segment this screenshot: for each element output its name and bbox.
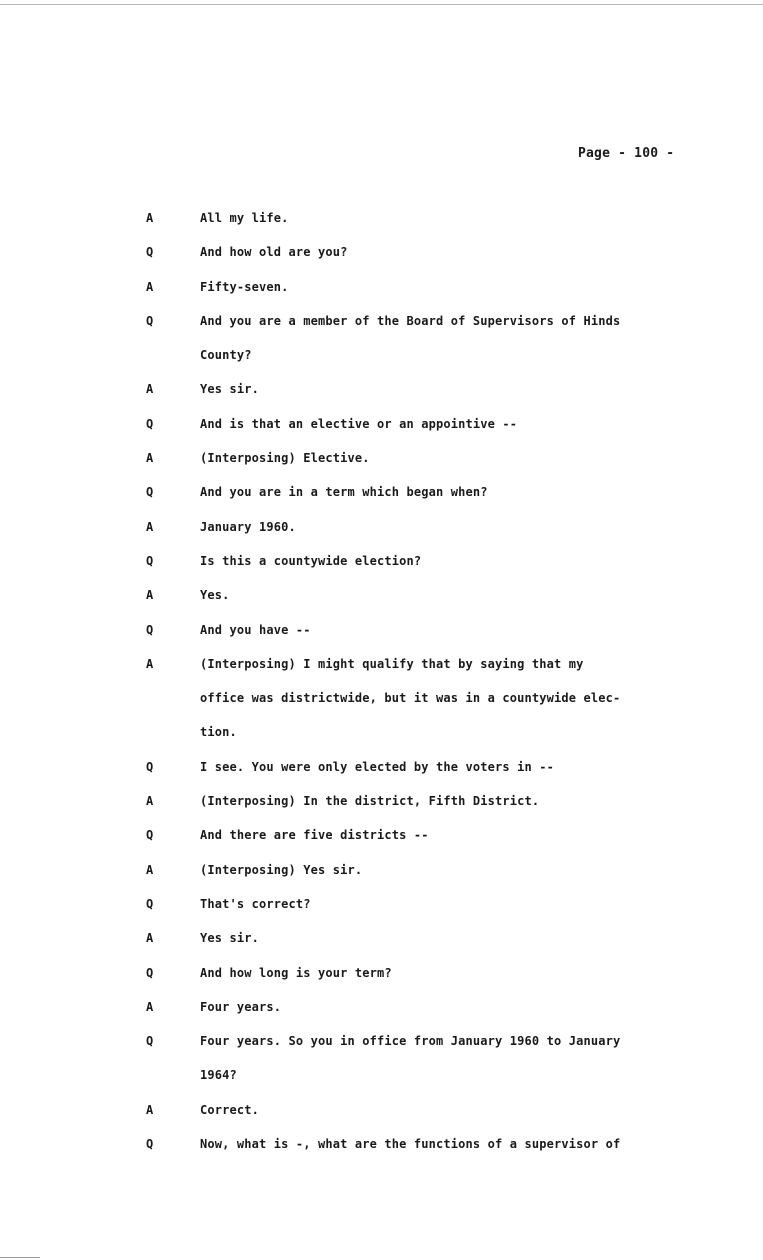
transcript-entry	[0, 578, 763, 612]
speaker-label: A	[146, 451, 154, 466]
speaker-label: Q	[146, 622, 154, 637]
utterance-text: And you have --	[200, 622, 311, 637]
transcript	[0, 201, 763, 1161]
speaker-label: A	[146, 279, 154, 294]
transcript-entry	[0, 853, 763, 887]
transcript-entry	[0, 784, 763, 818]
utterance-text: Four years.	[200, 999, 282, 1014]
transcript-entry	[0, 235, 763, 269]
transcript-entry	[0, 956, 763, 990]
speaker-label: A	[146, 588, 154, 603]
speaker-label: A	[146, 794, 154, 809]
speaker-label: A	[146, 1102, 154, 1117]
transcript-entry	[0, 270, 763, 304]
transcript-entry	[0, 441, 763, 475]
top-edge-rule	[0, 4, 763, 5]
speaker-label: A	[146, 382, 154, 397]
speaker-label: Q	[146, 759, 154, 774]
speaker-label: Q	[146, 896, 154, 911]
speaker-label: A	[146, 999, 154, 1014]
bottom-edge-mark	[0, 1257, 40, 1258]
transcript-entry	[0, 1127, 763, 1161]
utterance-text: (Interposing) Elective.	[200, 451, 370, 466]
transcript-entry	[0, 818, 763, 852]
transcript-entry	[0, 544, 763, 578]
transcript-entry	[0, 613, 763, 647]
speaker-label: Q	[146, 245, 154, 260]
utterance-text: And how old are you?	[200, 245, 348, 260]
speaker-label: A	[146, 519, 154, 534]
utterance-text: And there are five districts --	[200, 828, 429, 843]
utterance-text: (Interposing) In the district, Fifth District.	[200, 794, 540, 809]
utterance-text: And you are a member of the Board of Supervisors of Hinds County?	[200, 313, 621, 363]
utterance-text: Yes.	[200, 588, 230, 603]
speaker-label: A	[146, 656, 154, 671]
transcript-entry	[0, 647, 763, 750]
transcript-entry	[0, 475, 763, 509]
speaker-label: Q	[146, 828, 154, 843]
transcript-entry	[0, 750, 763, 784]
speaker-label: Q	[146, 313, 154, 328]
utterance-text: (Interposing) I might qualify that by saying that my office was districtwide, but it was in a countywide elec- tion.	[200, 656, 621, 740]
utterance-text: Is this a countywide election?	[200, 553, 422, 568]
utterance-text: January 1960.	[200, 519, 296, 534]
transcript-entry	[0, 201, 763, 235]
transcript-entry	[0, 921, 763, 955]
speaker-label: Q	[146, 416, 154, 431]
utterance-text: All my life.	[200, 211, 289, 225]
utterance-text: (Interposing) Yes sir.	[200, 862, 363, 877]
utterance-text: And you are in a term which began when?	[200, 485, 488, 500]
transcript-entry	[0, 990, 763, 1024]
utterance-text: Fifty-seven.	[200, 279, 289, 294]
speaker-label: Q	[146, 1034, 154, 1049]
utterance-text: I see. You were only elected by the voters in --	[200, 759, 554, 774]
transcript-entry	[0, 510, 763, 544]
speaker-label: Q	[146, 965, 154, 980]
utterance-text: Yes sir.	[200, 382, 259, 397]
utterance-text: Correct.	[200, 1102, 259, 1117]
utterance-text: And how long is your term?	[200, 965, 392, 980]
speaker-label: Q	[146, 553, 154, 568]
transcript-entry	[0, 1093, 763, 1127]
transcript-entry	[0, 407, 763, 441]
page-number: Page - 100 -	[578, 146, 675, 161]
speaker-label: Q	[146, 1137, 154, 1152]
transcript-entry	[0, 1024, 763, 1093]
utterance-text: Four years. So you in office from January 1960 to January 1964?	[200, 1034, 621, 1083]
utterance-text: Yes sir.	[200, 931, 259, 946]
speaker-label: A	[146, 931, 154, 946]
speaker-label: Q	[146, 485, 154, 500]
speaker-label: A	[146, 211, 154, 225]
transcript-entry	[0, 887, 763, 921]
transcript-entry	[0, 304, 763, 373]
speaker-label: A	[146, 862, 154, 877]
transcript-entry	[0, 372, 763, 406]
utterance-text: Now, what is -, what are the functions of a supervisor of	[200, 1137, 621, 1152]
utterance-text: And is that an elective or an appointive --	[200, 416, 518, 431]
utterance-text: That's correct?	[200, 896, 311, 911]
